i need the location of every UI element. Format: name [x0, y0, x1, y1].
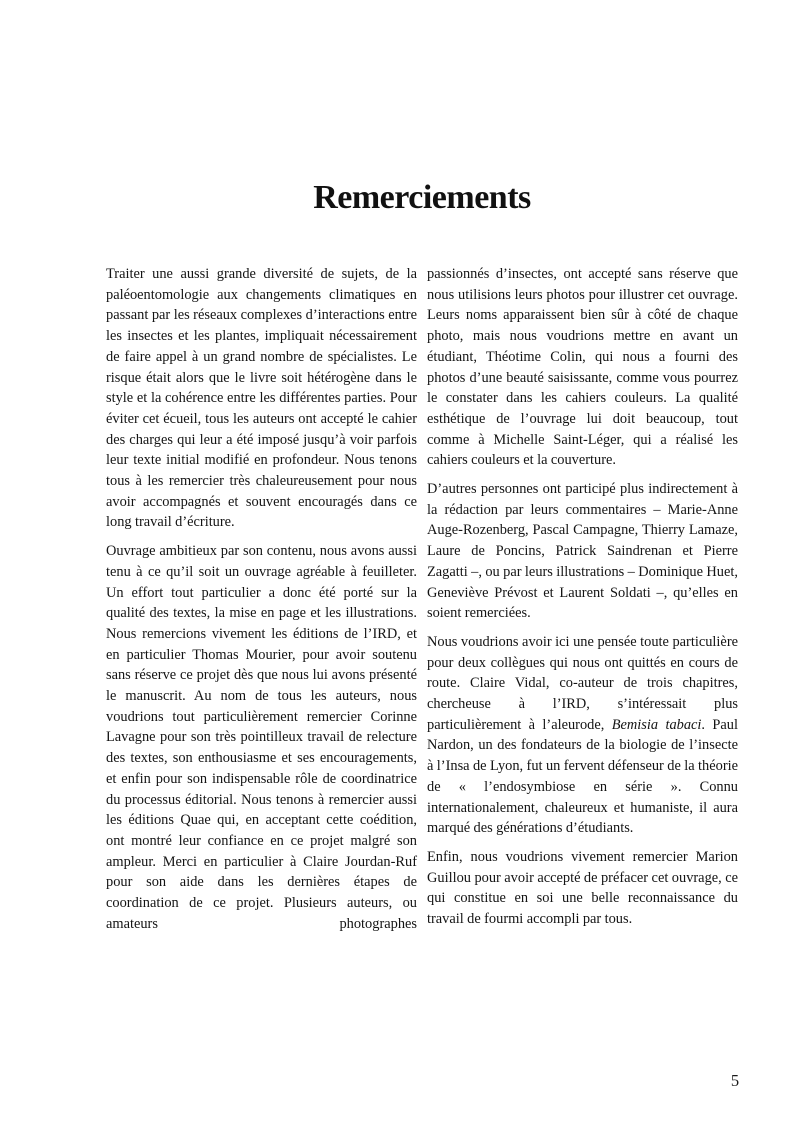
paragraph — [106, 264, 417, 533]
text-segment: . Paul Nardon, un des fondateurs de la biologie de l’insecte à l’Insa de Lyon, fut un fervent défenseur de la théorie de « l’endosymbiose en série ». Connu internationalement, chaleureux et humaniste, il aura marqué des générations d’étudiants. — [427, 716, 738, 837]
paragraph — [427, 847, 738, 930]
right-column — [427, 264, 738, 935]
text-segment: Nous voudrions avoir ici une pensée toute particulière pour deux collègues qui nous ont quittés en cours de route. Claire Vidal, co-auteur de trois chapitres, chercheuse à l’IRD, s’intéressait plus particulièrement à l’aleurode, — [427, 633, 738, 733]
text-segment: D’autres personnes ont participé plus indirectement à la rédaction par leurs commentaires – Marie-Anne Auge-Rozenberg, Pascal Campagne, Thierry Lamaze, Laure de Poncins, Patrick Saindrenan et Pierre Zagatti –, ou par leurs illustrations – Dominique Huet, Geneviève Prévost et Laurent Soldati –, qu’elles en soient remerciées. — [427, 481, 738, 622]
paragraph — [427, 264, 738, 471]
italic-species-name: Bemisia tabaci — [611, 716, 702, 733]
paragraph — [427, 632, 738, 839]
text-segment: Enfin, nous voudrions vivement remercier Marion Guillou pour avoir accepté de préfacer cet ouvrage, ce qui constitue en soi une belle reconnaissance du travail de fourmi accompli par tous. — [427, 848, 738, 928]
text-segment: Traiter une aussi grande diversité de sujets, de la paléoentomologie aux changements climatiques en passant par les réseaux complexes d’interactions entre les insectes et les plantes, impliquait nécessairement de faire appel à un grand nombre de spécialistes. Le risque était alors que le livre soit hétérogène dans le style et la cohérence entre les différentes parties. Pour éviter cet écueil, tous les auteurs ont accepté le cahier des charges qui leur a été imposé jusqu’à voir parfois leur texte initial modifié en profondeur. Nous tenons tous à les remercier très chaleureusement pour nous avoir accompagnés et souvent encouragés dans ce long travail d’écriture. — [106, 266, 417, 531]
text-segment: Ouvrage ambitieux par son contenu, nous avons aussi tenu à ce qu’il soit un ouvrage agréable à feuilleter. Un effort tout particulier a donc été porté sur la qualité des textes, la mise en page et les illustrations. Nous remercions vivement les éditions de l’IRD, et en particulier Thomas Mourier, pour avoir soutenu sans réserve ce projet dès que nous lui avons présenté le manuscrit. Au nom de tous les auteurs, nous voudrions tout particulièrement remercier Corinne Lavagne pour son très pointilleux travail de relecture des textes, son enthousiasme et ses encouragements, et enfin pour son indispensable rôle de coordinatrice du processus éditorial. Nous tenons à remercier aussi les éditions Quae qui, en acceptant cette coédition, ont montré leur confiance en ce projet malgré son ampleur. Merci en particulier à Claire Jourdan-Ruf pour son aide dans les dernières étapes de coordination de ce projet. Plusieurs auteurs, ou amateurs photographes — [106, 543, 417, 932]
text-segment: passionnés d’insectes, ont accepté sans réserve que nous utilisions leurs photos pour illustrer cet ouvrage. Leurs noms apparaissent bien sûr à côté de chaque photo, mais nous voudrions mettre en avant un étudiant, Théotime Colin, qui nous a fourni des photos d’une beauté saisissante, comme vous pourrez le constater dans les cahiers couleurs. La qualité esthétique de l’ouvrage lui doit beaucoup, tout comme à Michelle Saint-Léger, qui a réalisé les cahiers couleurs et la couverture. — [427, 266, 738, 469]
two-column-text-block — [106, 264, 738, 935]
left-column — [106, 264, 417, 935]
paragraph — [427, 479, 738, 624]
paragraph — [106, 541, 417, 934]
page-number: 5 — [730, 1071, 740, 1090]
page-title: Remerciements — [313, 179, 531, 216]
